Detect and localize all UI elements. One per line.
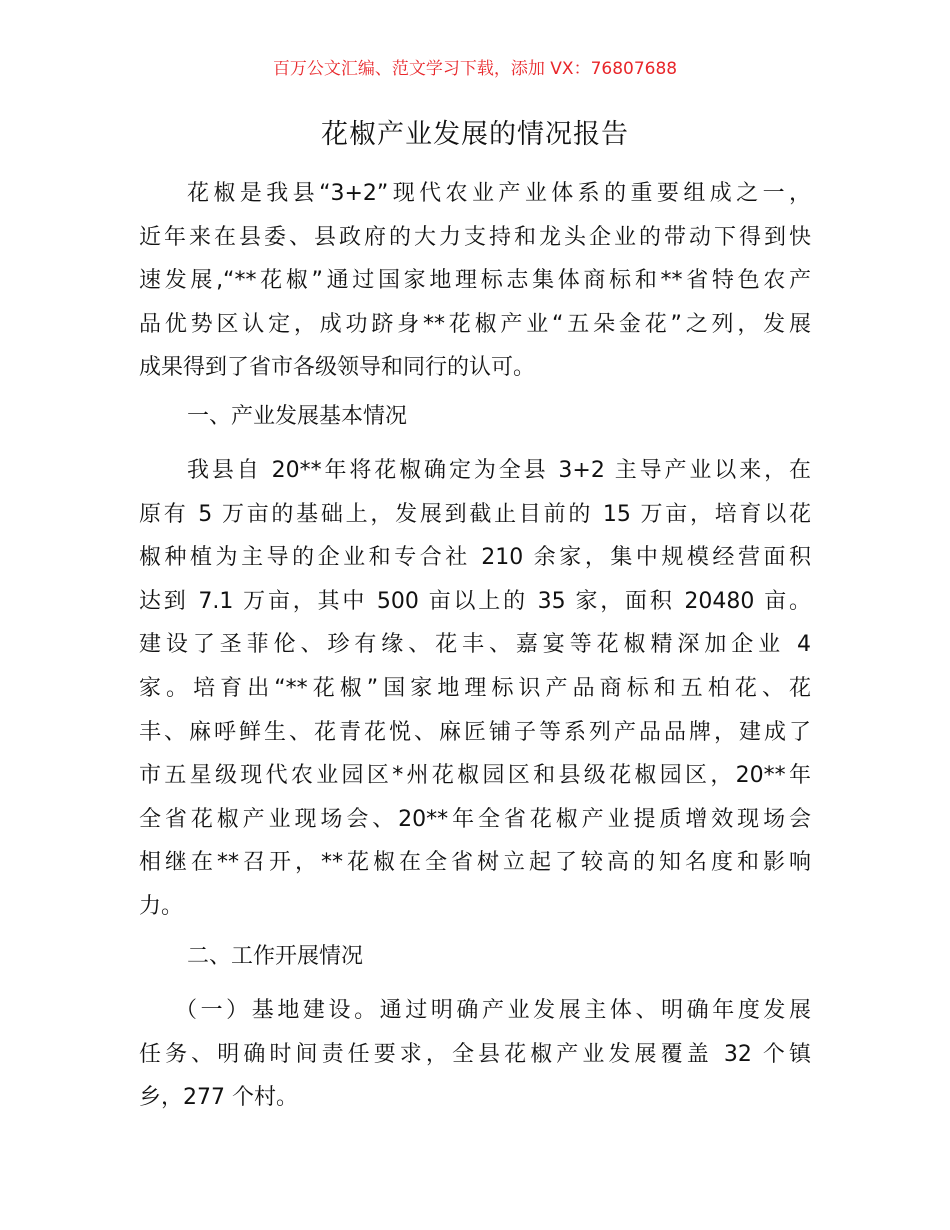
watermark-banner: 百万公文汇编、范文学习下载，添加 VX：76807688 xyxy=(272,59,678,79)
section1-paragraph xyxy=(139,449,811,929)
section-heading-1: 一、产业发展基本情况 xyxy=(187,404,408,429)
text-line: 乡，277 个村。 xyxy=(139,1085,298,1111)
text-line: 椒种植为主导的企业和专合社 210 余家，集中规模经营面积 xyxy=(139,545,811,571)
text-line: 相继在**召开，**花椒在全省树立起了较高的知名度和影响 xyxy=(139,850,811,876)
text-line: （一）基地建设。通过明确产业发展主体、明确年度发展 xyxy=(175,998,811,1023)
text-line: 市五星级现代农业园区*州花椒园区和县级花椒园区，20**年 xyxy=(139,763,811,789)
text-line: 品优势区认定，成功跻身**花椒产业“五朵金花”之列，发展 xyxy=(139,311,811,337)
text-line: 家。培育出“**花椒”国家地理标识产品商标和五柏花、花 xyxy=(139,675,811,701)
text-line: 我县自 20**年将花椒确定为全县 3+2 主导产业以来，在 xyxy=(187,458,811,483)
intro-paragraph xyxy=(139,172,811,390)
section2-paragraph xyxy=(139,989,811,1120)
text-line: 近年来在县委、县政府的大力支持和龙头企业的带动下得到快 xyxy=(139,224,811,250)
text-line: 力。 xyxy=(139,893,184,919)
document-title: 花椒产业发展的情况报告 xyxy=(321,119,629,150)
text-line: 原有 5 万亩的基础上，发展到截止目前的 15 万亩，培育以花 xyxy=(139,501,811,527)
section-heading-2: 二、工作开展情况 xyxy=(187,944,364,969)
text-line: 达到 7.1 万亩，其中 500 亩以上的 35 家，面积 20480 亩。 xyxy=(139,588,811,614)
text-line: 成果得到了省市各级领导和同行的认可。 xyxy=(139,355,536,381)
text-line: 速发展,“**花椒”通过国家地理标志集体商标和**省特色农产 xyxy=(139,268,811,294)
text-line: 丰、麻呼鲜生、花青花悦、麻匠铺子等系列产品品牌，建成了 xyxy=(139,719,811,745)
text-line: 花椒是我县“3+2”现代农业产业体系的重要组成之一， xyxy=(187,181,811,206)
text-line: 建设了圣菲伦、珍有缘、花丰、嘉宴等花椒精深加企业 4 xyxy=(139,632,811,658)
text-line: 任务、明确时间责任要求，全县花椒产业发展覆盖 32 个镇 xyxy=(139,1041,811,1067)
text-line: 全省花椒产业现场会、20**年全省花椒产业提质增效现场会 xyxy=(139,806,811,832)
